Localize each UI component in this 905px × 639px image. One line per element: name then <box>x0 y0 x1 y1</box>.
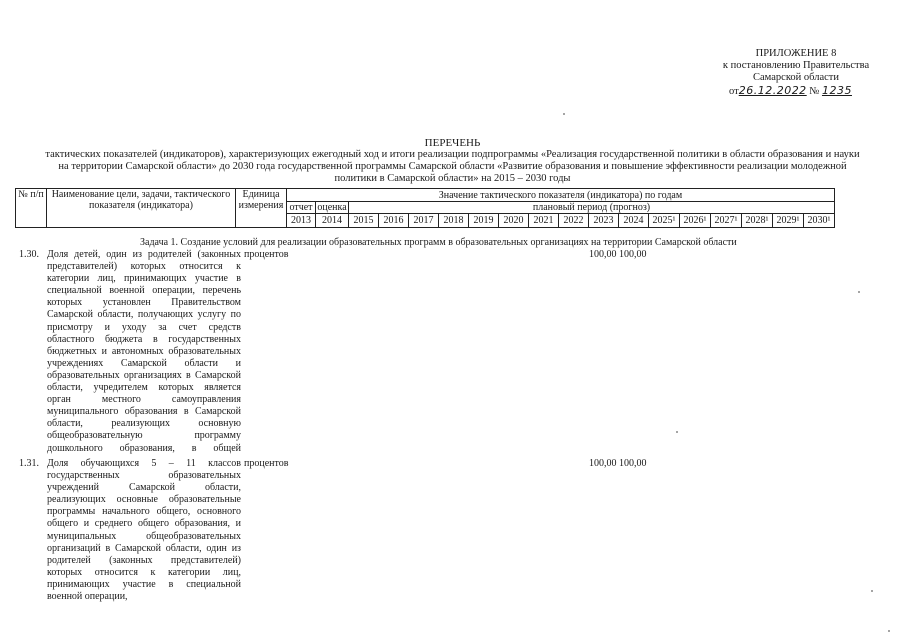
year-header: 2016 <box>379 214 409 228</box>
year-header: 2024 <box>619 214 649 228</box>
year-header: 2021 <box>529 214 559 228</box>
appendix-block <box>711 48 881 98</box>
date-prefix: от <box>729 86 739 97</box>
scan-speck <box>858 291 860 293</box>
scan-speck <box>563 113 565 115</box>
year-2014: 2014 <box>316 214 349 228</box>
scan-speck <box>871 590 873 592</box>
appendix-signature-line <box>729 85 881 98</box>
row-values: 100,00 100,00 <box>589 249 647 260</box>
number-prefix: № <box>809 86 820 97</box>
document-heading <box>40 137 865 185</box>
year-header: 2015 <box>349 214 379 228</box>
year-header: 2017 <box>409 214 439 228</box>
row-indicator-name: Доля обучающихся 5 – 11 классов государственных образовательных учреждений Самарской области, реализующих основные образовательные программы начального общего, основного общего и среднего общего образования, и муниципальных общеобразовательных организаций в Самарской области, один из родителей (законных представителей) которых относится к категории лиц, принимающих участие в специальной военной операции, <box>47 458 241 603</box>
year-header: 2023 <box>589 214 619 228</box>
col-num-header: № п/п <box>16 189 47 228</box>
heading-title: ПЕРЕЧЕНЬ <box>424 137 481 149</box>
appendix-title: ПРИЛОЖЕНИЕ 8 <box>755 48 837 59</box>
handwritten-number: 1235 <box>821 84 852 97</box>
row-indicator-name: Доля детей, один из родителей (законных представителей) которых относится к категории лиц, принимающих участие в специальной военной операции, перечень которых установлен Правительством Самарской области, получающих услугу по присмотру и уходу за счет средств областного бюджета в государственных бюджетных и автономных образовательных учреждениях Самарской области и образовательных организациях в Самарской области, учредителем которых является орган местного самоуправления муниципального образования в Самарской области, реализующих основную общеобразовательную программу дошкольного образования, в общей <box>47 249 241 454</box>
value-group-header: Значение тактического показателя (индикатора) по годам <box>287 189 835 202</box>
appendix-line-1: к постановлению Правительства <box>722 60 870 71</box>
year-header: 2018 <box>439 214 469 228</box>
year-header: 2028¹ <box>742 214 773 228</box>
year-header: 2030¹ <box>804 214 835 228</box>
heading-line-2: на территории Самарской области» до 2030 года государственной программы Самарской области «Развитие образования и повышение эффективности реализации молодежной <box>58 161 847 172</box>
row-number: 1.30. <box>19 249 39 260</box>
planned-period-header: плановый период (прогноз) <box>349 202 835 214</box>
report-header: отчет <box>287 202 316 214</box>
row-number: 1.31. <box>19 458 39 469</box>
appendix-line-2: Самарской области <box>753 72 839 83</box>
row-unit: процентов <box>244 458 289 469</box>
scan-speck <box>888 630 890 632</box>
year-header: 2027¹ <box>711 214 742 228</box>
year-header: 2019 <box>469 214 499 228</box>
heading-line-3: политики в Самарской области» на 2015 – 2030 годы <box>334 173 571 184</box>
heading-line-1: тактических показателей (индикаторов), характеризующих ежегодный ход и итоги реализации подпрограммы «Реализация государственной политики в области образования и науки <box>45 149 860 160</box>
year-header: 2022 <box>559 214 589 228</box>
year-header: 2029¹ <box>773 214 804 228</box>
scan-speck <box>676 431 678 433</box>
year-header: 2025¹ <box>649 214 680 228</box>
handwritten-date: 26.12.2022 <box>738 84 807 97</box>
year-2013: 2013 <box>287 214 316 228</box>
indicator-table-header <box>15 188 835 228</box>
year-header: 2020 <box>499 214 529 228</box>
row-values: 100,00 100,00 <box>589 458 647 469</box>
year-header: 2026¹ <box>680 214 711 228</box>
task-1-heading: Задача 1. Создание условий для реализации образовательных программ в образовательных организациях на территории Самарской области <box>140 237 737 248</box>
col-unit-header: Единица измерения <box>236 189 287 228</box>
estimate-header: оценка <box>317 202 347 213</box>
col-name-header: Наименование цели, задачи, тактического показателя (индикатора) <box>47 189 236 228</box>
row-unit: процентов <box>244 249 289 260</box>
